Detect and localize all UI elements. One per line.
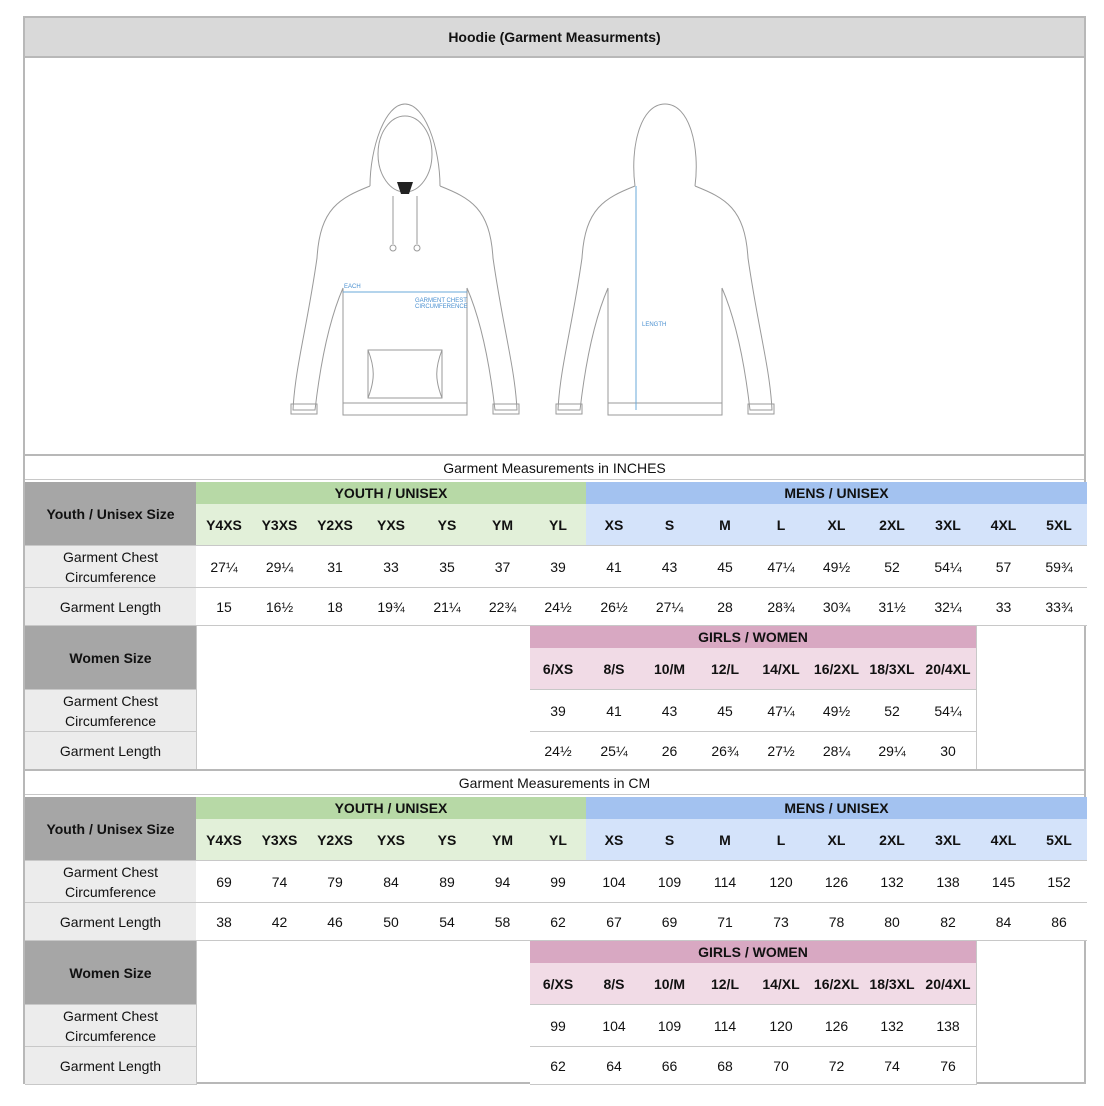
measure-value: 114 bbox=[697, 861, 753, 903]
measure-value: 29¼ bbox=[252, 546, 307, 588]
measure-value: 33 bbox=[976, 588, 1031, 626]
size-header: XS bbox=[586, 819, 642, 861]
measure-value: 52 bbox=[864, 690, 920, 732]
size-header: YL bbox=[530, 504, 586, 546]
size-header: 20/4XL bbox=[920, 963, 976, 1005]
measure-value: 37 bbox=[475, 546, 530, 588]
measure-value: 43 bbox=[642, 690, 697, 732]
size-header: 5XL bbox=[1031, 819, 1087, 861]
size-header: 4XL bbox=[976, 819, 1031, 861]
size-header: Y2XS bbox=[307, 819, 363, 861]
youth-group-header: YOUTH / UNISEX bbox=[196, 797, 586, 819]
size-header: XL bbox=[809, 504, 864, 546]
size-header: 20/4XL bbox=[920, 648, 976, 690]
youth-group-header: YOUTH / UNISEX bbox=[196, 482, 586, 504]
measure-value: 46 bbox=[307, 903, 363, 941]
size-header: 14/XL bbox=[753, 648, 809, 690]
size-header: YL bbox=[530, 819, 586, 861]
size-header: 12/L bbox=[697, 648, 753, 690]
measure-value: 15 bbox=[196, 588, 252, 626]
measure-value: 72 bbox=[809, 1047, 864, 1085]
measure-value: 86 bbox=[1031, 903, 1087, 941]
measure-value: 43 bbox=[642, 546, 697, 588]
measure-row-label: Garment Chest Circumference bbox=[25, 546, 196, 588]
measure-value: 145 bbox=[976, 861, 1031, 903]
size-header: YM bbox=[475, 819, 530, 861]
measure-value: 73 bbox=[753, 903, 809, 941]
size-header: 12/L bbox=[697, 963, 753, 1005]
measure-value: 62 bbox=[530, 1047, 586, 1085]
each-label: EACH bbox=[344, 284, 361, 290]
measure-value: 31 bbox=[307, 546, 363, 588]
measure-value: 152 bbox=[1031, 861, 1087, 903]
measure-value: 80 bbox=[864, 903, 920, 941]
measure-value: 41 bbox=[586, 690, 642, 732]
size-header: Y3XS bbox=[252, 504, 307, 546]
measure-value: 28 bbox=[697, 588, 753, 626]
measure-value: 57 bbox=[976, 546, 1031, 588]
measure-value: 27½ bbox=[753, 732, 809, 770]
size-header: M bbox=[697, 504, 753, 546]
size-header: YXS bbox=[363, 819, 419, 861]
size-header: XL bbox=[809, 819, 864, 861]
measure-value: 33 bbox=[363, 546, 419, 588]
section-title: Garment Measurements in CM bbox=[25, 769, 1084, 795]
measure-value: 30¾ bbox=[809, 588, 864, 626]
measure-row-label: Garment Chest Circumference bbox=[25, 861, 196, 903]
measure-value: 29¼ bbox=[864, 732, 920, 770]
measure-row-label: Garment Chest Circumference bbox=[25, 690, 196, 732]
measure-value: 109 bbox=[642, 861, 697, 903]
size-header: YXS bbox=[363, 504, 419, 546]
women-group-header: GIRLS / WOMEN bbox=[530, 626, 976, 648]
measure-value: 84 bbox=[363, 861, 419, 903]
size-header: S bbox=[642, 819, 697, 861]
measure-row-label: Garment Length bbox=[25, 588, 196, 626]
measure-row-label: Garment Chest Circumference bbox=[25, 1005, 196, 1047]
size-header: M bbox=[697, 819, 753, 861]
measure-value: 54¼ bbox=[920, 690, 976, 732]
measure-value: 126 bbox=[809, 1005, 864, 1047]
measure-value: 28¼ bbox=[809, 732, 864, 770]
measure-value: 45 bbox=[697, 690, 753, 732]
measure-value: 49½ bbox=[809, 690, 864, 732]
measure-value: 138 bbox=[920, 861, 976, 903]
measure-value: 69 bbox=[642, 903, 697, 941]
measure-value: 19¾ bbox=[363, 588, 419, 626]
chest-label-line1: GARMENT CHEST bbox=[415, 298, 467, 304]
size-header: L bbox=[753, 504, 809, 546]
divider bbox=[976, 626, 977, 770]
page-title: Hoodie (Garment Measurments) bbox=[23, 16, 1086, 58]
measure-value: 126 bbox=[809, 861, 864, 903]
measure-value: 26 bbox=[642, 732, 697, 770]
measure-value: 18 bbox=[307, 588, 363, 626]
measure-value: 39 bbox=[530, 546, 586, 588]
measure-value: 64 bbox=[586, 1047, 642, 1085]
size-header: YM bbox=[475, 504, 530, 546]
size-header: Y3XS bbox=[252, 819, 307, 861]
measure-value: 31½ bbox=[864, 588, 920, 626]
measure-value: 84 bbox=[976, 903, 1031, 941]
size-row-header: Youth / Unisex Size bbox=[25, 482, 196, 546]
size-header: Y4XS bbox=[196, 504, 252, 546]
measure-value: 52 bbox=[864, 546, 920, 588]
measure-value: 109 bbox=[642, 1005, 697, 1047]
measure-value: 132 bbox=[864, 1005, 920, 1047]
divider bbox=[196, 626, 197, 770]
measure-value: 38 bbox=[196, 903, 252, 941]
measure-value: 25¼ bbox=[586, 732, 642, 770]
measure-value: 99 bbox=[530, 1005, 586, 1047]
measure-value: 24½ bbox=[530, 588, 586, 626]
size-header: S bbox=[642, 504, 697, 546]
section-title: Garment Measurements in INCHES bbox=[25, 454, 1084, 480]
women-group-header: GIRLS / WOMEN bbox=[530, 941, 976, 963]
measure-value: 138 bbox=[920, 1005, 976, 1047]
measure-value: 41 bbox=[586, 546, 642, 588]
measure-value: 50 bbox=[363, 903, 419, 941]
size-header: XS bbox=[586, 504, 642, 546]
hoodie-back-drawing bbox=[556, 104, 774, 415]
measure-value: 120 bbox=[753, 1005, 809, 1047]
measure-value: 94 bbox=[475, 861, 530, 903]
measure-value: 24½ bbox=[530, 732, 586, 770]
measure-value: 45 bbox=[697, 546, 753, 588]
size-header: Y4XS bbox=[196, 819, 252, 861]
neck-label-icon bbox=[397, 182, 413, 194]
size-header: 8/S bbox=[586, 963, 642, 1005]
measure-value: 78 bbox=[809, 903, 864, 941]
size-header: 16/2XL bbox=[809, 648, 864, 690]
size-header: 18/3XL bbox=[864, 963, 920, 1005]
size-row-header: Youth / Unisex Size bbox=[25, 797, 196, 861]
measure-value: 70 bbox=[753, 1047, 809, 1085]
measure-value: 47¼ bbox=[753, 546, 809, 588]
size-header: 16/2XL bbox=[809, 963, 864, 1005]
chest-label-line2: CIRCUMFERENCE bbox=[415, 304, 468, 310]
measure-value: 30 bbox=[920, 732, 976, 770]
measure-value: 74 bbox=[252, 861, 307, 903]
measure-value: 69 bbox=[196, 861, 252, 903]
measure-value: 54 bbox=[419, 903, 475, 941]
measure-value: 26¾ bbox=[697, 732, 753, 770]
measure-value: 26½ bbox=[586, 588, 642, 626]
size-header: 6/XS bbox=[530, 648, 586, 690]
measure-value: 68 bbox=[697, 1047, 753, 1085]
women-size-header: Women Size bbox=[25, 626, 196, 690]
measure-value: 35 bbox=[419, 546, 475, 588]
measure-value: 104 bbox=[586, 861, 642, 903]
size-header: 5XL bbox=[1031, 504, 1087, 546]
measure-value: 120 bbox=[753, 861, 809, 903]
measure-value: 16½ bbox=[252, 588, 307, 626]
size-header: L bbox=[753, 819, 809, 861]
measure-value: 66 bbox=[642, 1047, 697, 1085]
measure-value: 28¾ bbox=[753, 588, 809, 626]
measure-value: 22¾ bbox=[475, 588, 530, 626]
size-header: 10/M bbox=[642, 648, 697, 690]
measure-value: 99 bbox=[530, 861, 586, 903]
measure-value: 79 bbox=[307, 861, 363, 903]
hoodie-front-drawing bbox=[291, 104, 519, 415]
mens-group-header: MENS / UNISEX bbox=[586, 797, 1087, 819]
size-header: 8/S bbox=[586, 648, 642, 690]
size-header: 14/XL bbox=[753, 963, 809, 1005]
measure-value: 27¼ bbox=[642, 588, 697, 626]
hoodie-illustration bbox=[25, 58, 1084, 454]
measure-row-label: Garment Length bbox=[25, 903, 196, 941]
measure-value: 59¾ bbox=[1031, 546, 1087, 588]
measure-value: 33¾ bbox=[1031, 588, 1087, 626]
divider bbox=[196, 941, 197, 1085]
measure-value: 58 bbox=[475, 903, 530, 941]
measure-value: 49½ bbox=[809, 546, 864, 588]
divider bbox=[976, 941, 977, 1085]
measure-value: 82 bbox=[920, 903, 976, 941]
measure-row-label: Garment Length bbox=[25, 732, 196, 770]
size-header: 2XL bbox=[864, 819, 920, 861]
measure-value: 27¼ bbox=[196, 546, 252, 588]
measure-value: 47¼ bbox=[753, 690, 809, 732]
measure-value: 62 bbox=[530, 903, 586, 941]
length-label: LENGTH bbox=[642, 322, 667, 328]
measure-value: 32¼ bbox=[920, 588, 976, 626]
measure-value: 89 bbox=[419, 861, 475, 903]
measure-value: 54¼ bbox=[920, 546, 976, 588]
measure-value: 104 bbox=[586, 1005, 642, 1047]
measure-value: 71 bbox=[697, 903, 753, 941]
measure-value: 114 bbox=[697, 1005, 753, 1047]
measure-row-label: Garment Length bbox=[25, 1047, 196, 1085]
measure-value: 39 bbox=[530, 690, 586, 732]
size-header: 3XL bbox=[920, 504, 976, 546]
measure-value: 21¼ bbox=[419, 588, 475, 626]
size-header: YS bbox=[419, 504, 475, 546]
measure-value: 42 bbox=[252, 903, 307, 941]
mens-group-header: MENS / UNISEX bbox=[586, 482, 1087, 504]
size-header: 2XL bbox=[864, 504, 920, 546]
measure-value: 76 bbox=[920, 1047, 976, 1085]
size-header: 3XL bbox=[920, 819, 976, 861]
measure-value: 74 bbox=[864, 1047, 920, 1085]
women-size-header: Women Size bbox=[25, 941, 196, 1005]
size-header: 4XL bbox=[976, 504, 1031, 546]
size-header: Y2XS bbox=[307, 504, 363, 546]
size-header: YS bbox=[419, 819, 475, 861]
size-header: 10/M bbox=[642, 963, 697, 1005]
size-header: 18/3XL bbox=[864, 648, 920, 690]
size-header: 6/XS bbox=[530, 963, 586, 1005]
measure-value: 67 bbox=[586, 903, 642, 941]
measure-value: 132 bbox=[864, 861, 920, 903]
